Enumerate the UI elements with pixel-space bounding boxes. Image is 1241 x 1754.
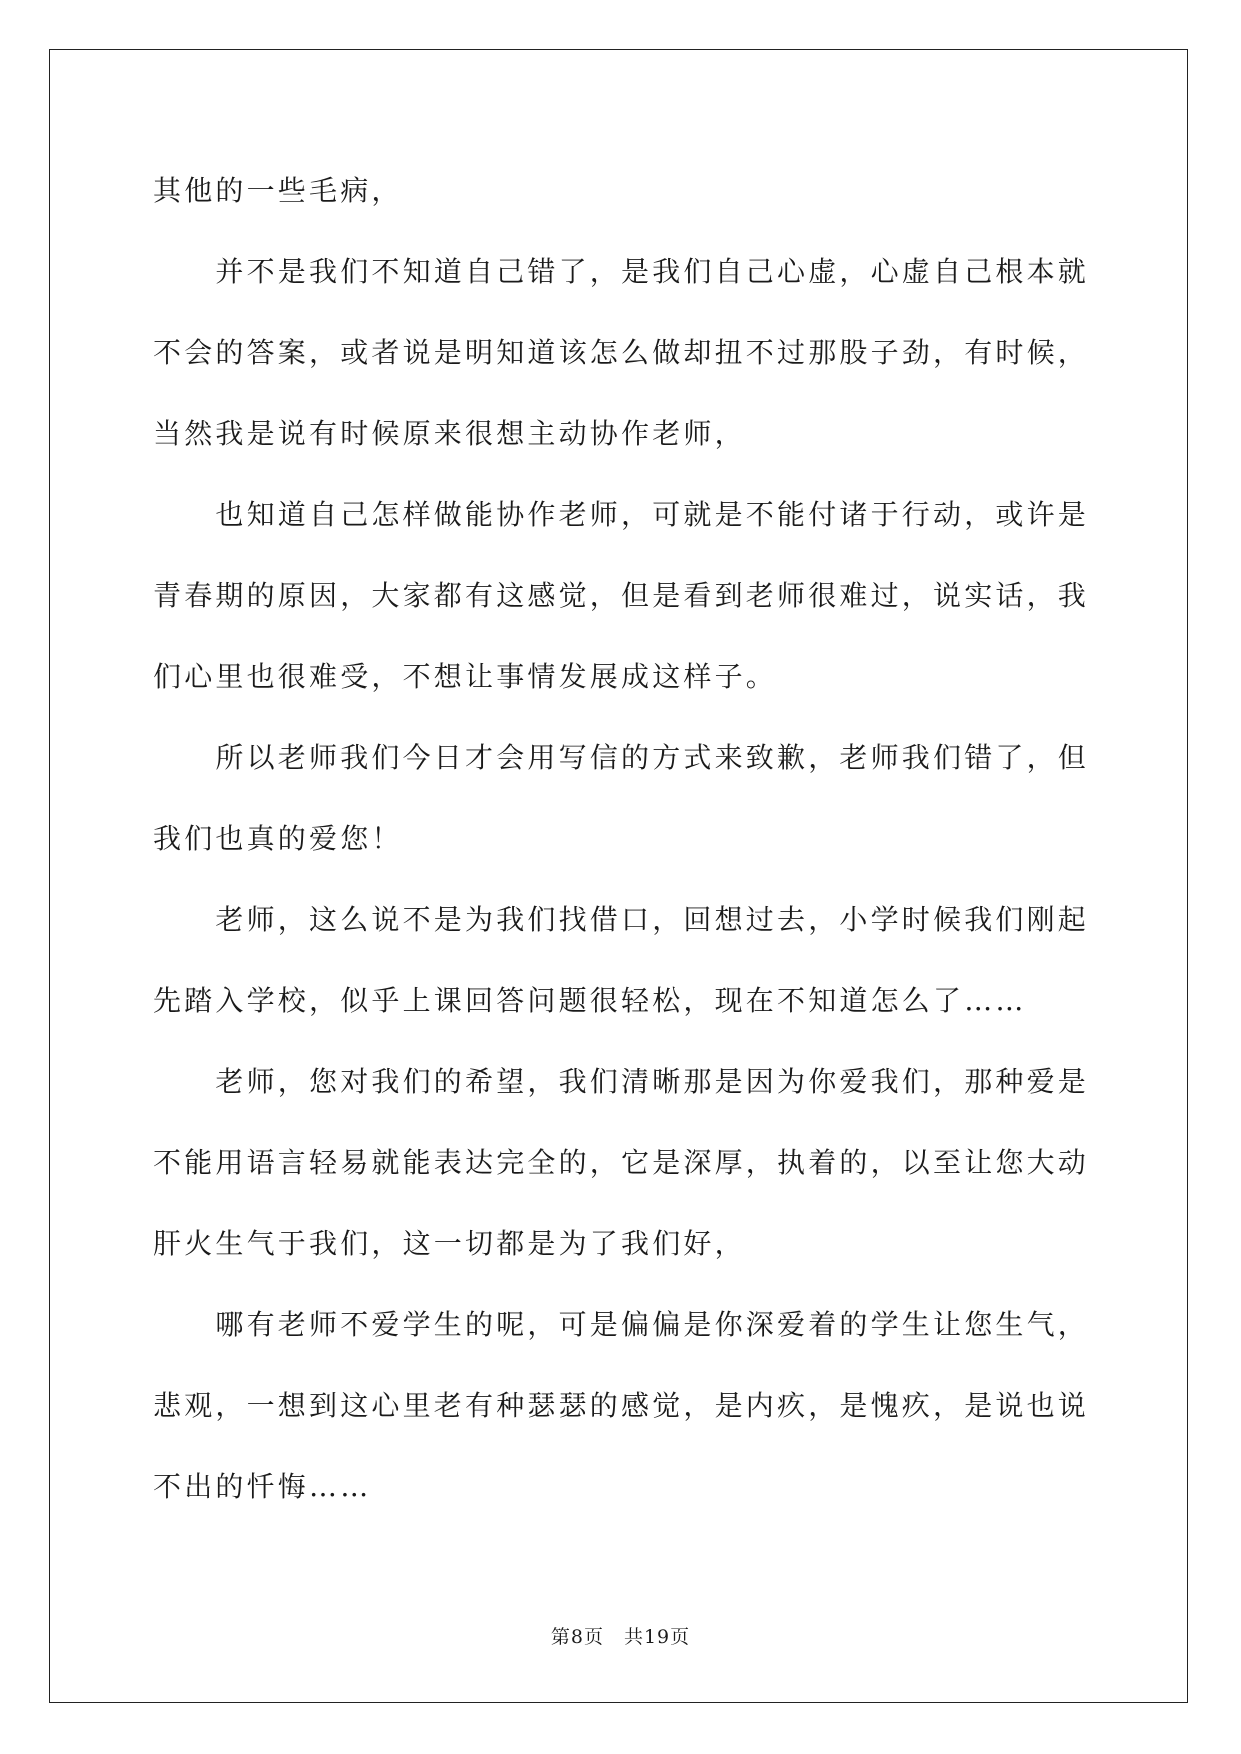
- text-line: 当然我是说有时候原来很想主动协作老师，: [153, 417, 746, 450]
- page-number-total: 共19页: [623, 1626, 691, 1648]
- page-number-current: 第8页: [550, 1626, 604, 1648]
- text-line: 哪有老师不爱学生的呢，可是偏偏是你深爱着的学生让您生气，: [215, 1308, 1089, 1341]
- paragraph: [153, 1041, 1133, 1284]
- text-line: 老师，您对我们的希望，我们清晰那是因为你爱我们，那种爱是: [215, 1065, 1089, 1098]
- page-footer: [0, 1624, 1241, 1650]
- paragraph: [153, 474, 1133, 717]
- text-line: 老师，这么说不是为我们找借口，回想过去，小学时候我们刚起: [215, 903, 1089, 936]
- text-line: 其他的一些毛病，: [153, 174, 403, 207]
- text-line: 所以老师我们今日才会用写信的方式来致歉，老师我们错了，但: [215, 741, 1089, 774]
- text-line: 不会的答案，或者说是明知道该怎么做却扭不过那股子劲，有时候，: [153, 336, 1090, 369]
- paragraph: [153, 1284, 1133, 1527]
- document-body: [153, 150, 1133, 1527]
- text-line: 先踏入学校，似乎上课回答问题很轻松，现在不知道怎么了……: [153, 984, 1027, 1017]
- paragraph: [153, 879, 1133, 1041]
- text-line: 悲观，一想到这心里老有种瑟瑟的感觉，是内疚，是愧疚，是说也说: [153, 1389, 1090, 1422]
- text-line: 并不是我们不知道自己错了，是我们自己心虚，心虚自己根本就: [215, 255, 1089, 288]
- paragraph: [153, 231, 1133, 474]
- text-line: 我们也真的爱您！: [153, 822, 403, 855]
- text-line: 青春期的原因，大家都有这感觉，但是看到老师很难过，说实话，我: [153, 579, 1090, 612]
- text-line: 也知道自己怎样做能协作老师，可就是不能付诸于行动，或许是: [215, 498, 1089, 531]
- paragraph: [153, 150, 1133, 231]
- paragraph: [153, 717, 1133, 879]
- text-line: 不能用语言轻易就能表达完全的，它是深厚，执着的，以至让您大动: [153, 1146, 1090, 1179]
- text-line: 们心里也很难受，不想让事情发展成这样子。: [153, 660, 778, 693]
- text-line: 肝火生气于我们，这一切都是为了我们好，: [153, 1227, 746, 1260]
- text-line: 不出的忏悔……: [153, 1470, 372, 1503]
